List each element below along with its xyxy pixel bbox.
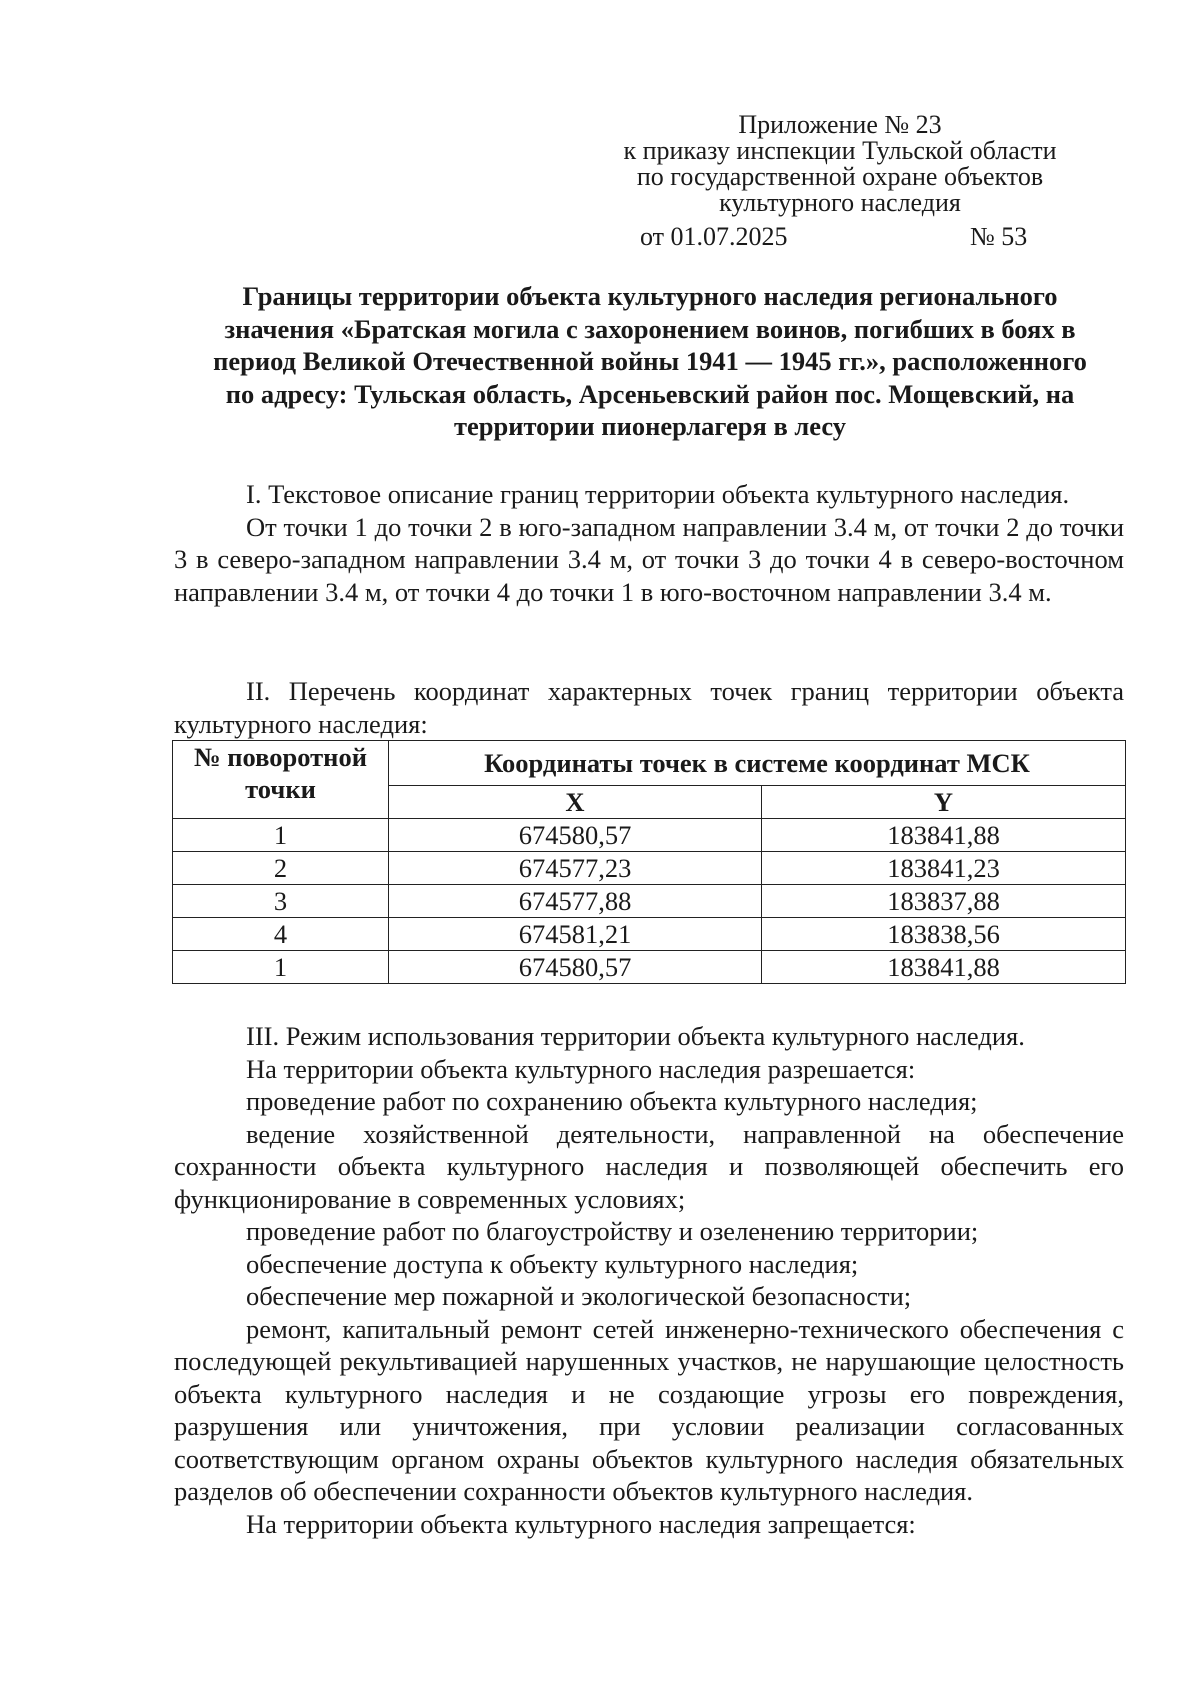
allowed-intro: На территории объекта культурного наследия разрешается:	[246, 1053, 916, 1084]
appendix-line: к приказу инспекции Тульской области	[623, 136, 1057, 165]
x-value: 674577,23	[389, 852, 762, 885]
section-1	[174, 478, 1124, 608]
document-title	[170, 280, 1130, 443]
prohibited-intro: На территории объекта культурного наследия запрещается:	[246, 1508, 916, 1539]
point-number: 2	[173, 852, 389, 885]
table-row	[173, 885, 1126, 918]
order-date-line	[640, 222, 1028, 252]
x-value: 674581,21	[389, 918, 762, 951]
x-value: 674577,88	[389, 885, 762, 918]
section-3-heading: III. Режим использования территории объекта культурного наследия.	[246, 1021, 1025, 1051]
y-header: Y	[762, 786, 1126, 819]
section-2	[174, 675, 1124, 740]
title-line: территории пионерлагеря в лесу	[453, 411, 847, 441]
title-line: период Великой Отечественной войны 1941 — 1945 гг.», расположенного	[213, 346, 1087, 376]
allowed-item: обеспечение мер пожарной и экологической безопасности;	[246, 1281, 912, 1311]
appendix-title: Приложение № 23	[738, 110, 942, 139]
allowed-item: проведение работ по благоустройству и озеленению территории;	[246, 1216, 979, 1246]
point-number: 3	[173, 885, 389, 918]
y-value: 183837,88	[762, 885, 1126, 918]
section-1-heading: I. Текстовое описание границ территории объекта культурного наследия.	[246, 479, 1070, 509]
y-value: 183841,88	[762, 819, 1126, 852]
allowed-item: ремонт, капитальный ремонт сетей инженерно-технического обеспечения с последующей рекультивацией нарушенных участков, не нарушающие целостность объекта культурного наследия и не создающие угрозы его повреждения, разрушения или уничтожения, при условии реализации согласованных соответствующим органом охраны объектов культурного наследия обязательных разделов об обеспечении сохранности объектов культурного наследия.	[174, 1313, 1124, 1506]
title-line: Границы территории объекта культурного наследия регионального	[242, 281, 1058, 311]
title-line: значения «Братская могила с захоронением воинов, погибших в боях в	[224, 313, 1076, 344]
section-2-heading: II. Перечень координат характерных точек границ территории объекта культурного наследия:	[174, 676, 1124, 739]
order-date: от 01.07.2025	[640, 222, 788, 251]
title-line: по адресу: Тульская область, Арсеньевский район пос. Мощевский, на	[225, 378, 1075, 409]
table-row	[173, 918, 1126, 951]
allowed-item: ведение хозяйственной деятельности, направленной на обеспечение сохранности объекта культурного наследия и позволяющей обеспечить его функционирование в современных условиях;	[174, 1118, 1124, 1214]
coordinates-table	[172, 740, 1126, 984]
x-value: 674580,57	[389, 819, 762, 852]
allowed-item: обеспечение доступа к объекту культурного наследия;	[246, 1248, 859, 1279]
y-value: 183841,88	[762, 951, 1126, 984]
point-number: 1	[173, 819, 389, 852]
point-number: 4	[173, 918, 389, 951]
x-value: 674580,57	[389, 951, 762, 984]
allowed-item: проведение работ по сохранению объекта культурного наследия;	[246, 1086, 978, 1116]
appendix-line: по государственной охране объектов	[636, 162, 1044, 191]
table-row	[173, 852, 1126, 885]
point-number: 1	[173, 951, 389, 984]
y-value: 183838,56	[762, 918, 1126, 951]
table-row	[173, 819, 1126, 852]
appendix-header	[560, 112, 1120, 216]
section-1-text: От точки 1 до точки 2 в юго-западном направлении 3.4 м, от точки 2 до точки 3 в северо-западном направлении 3.4 м, от точки 3 до точки 4 в северо-восточном направлении 3.4 м, от точки 4 до точки 1 в юго-восточном направлении 3.4 м.	[174, 511, 1124, 607]
table-row	[173, 951, 1126, 984]
point-number-header: № поворотной точки	[173, 741, 389, 819]
y-value: 183841,23	[762, 852, 1126, 885]
x-header: X	[389, 786, 762, 819]
section-3	[174, 1020, 1124, 1540]
coordinates-header: Координаты точек в системе координат МСК	[389, 741, 1126, 786]
appendix-line: культурного наследия	[719, 188, 961, 217]
order-number: № 53	[970, 222, 1028, 251]
